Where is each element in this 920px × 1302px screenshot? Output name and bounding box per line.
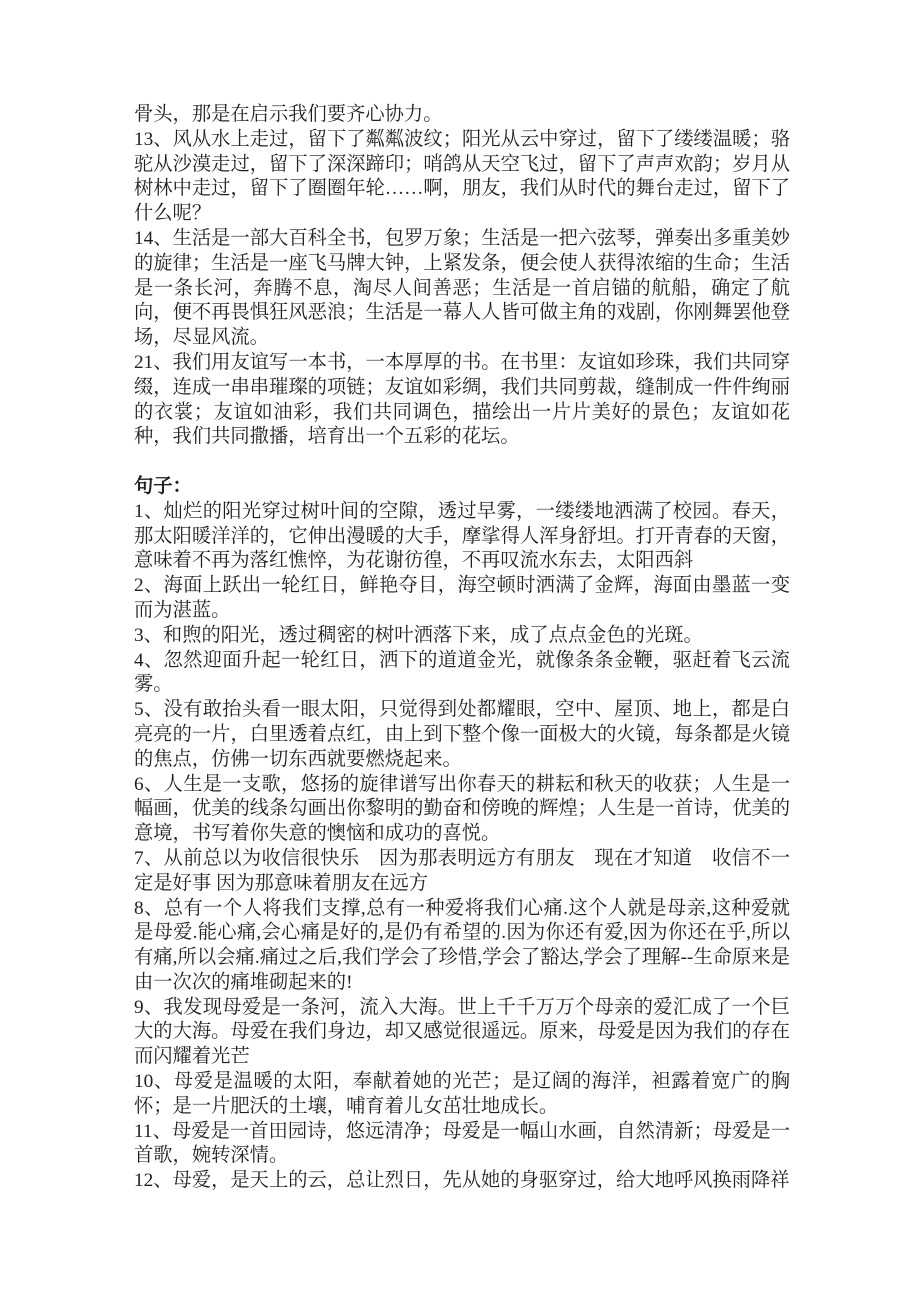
paragraph-1: 1、灿烂的阳光穿过树叶间的空隙，透过早雾，一缕缕地洒满了校园。春天，那太阳暖洋洋的，它伸出漫暖的大手，摩挲得人浑身舒坦。打开青春的天窗，意味着不再为落红憔悴，为花谢彷徨，不再叹流水东去，太阳西斜	[134, 500, 790, 572]
paragraph-9: 9、我发现母爱是一条河，流入大海。世上千千万万个母亲的爱汇成了一个巨大的大海。母爱在我们身边，却又感觉很遥远。原来，母爱是因为我们的存在而闪耀着光芒	[134, 996, 790, 1068]
paragraph-5: 5、没有敢抬头看一眼太阳，只觉得到处都耀眼，空中、屋顶、地上，都是白亮亮的一片，白里透着点红，由上到下整个像一面极大的火镜，每条都是火镜的焦点，仿佛一切东西就要燃烧起来。	[134, 699, 790, 770]
paragraph-11: 11、母爱是一首田园诗，悠远清净；母爱是一幅山水画，自然清新；母爱是一首歌，婉转深情。	[134, 1120, 790, 1167]
document-body	[134, 103, 790, 1194]
paragraph-12: 12、母爱，是天上的云，总让烈日，先从她的身驱穿过，给大地呼风换雨降祥	[134, 1170, 790, 1192]
paragraph-3: 3、和煦的阳光，透过稠密的树叶洒落下来，成了点点金色的光斑。	[134, 624, 703, 646]
paragraph-2: 2、海面上跃出一轮红日，鲜艳夺目，海空顿时洒满了金辉，海面由墨蓝一变而为湛蓝。	[134, 575, 790, 621]
paragraph-10: 10、母爱是温暖的太阳，奉献着她的光芒；是辽阔的海洋，袒露着宽广的胸怀；是一片肥沃的土壤，哺育着儿女茁壮地成长。	[134, 1071, 790, 1117]
paragraph-6: 6、人生是一支歌，悠扬的旋律谱写出你春天的耕耘和秋天的收获；人生是一幅画，优美的线条勾画出你黎明的勤奋和傍晚的辉煌；人生是一首诗，优美的意境，书写着你失意的懊恼和成功的喜悦。	[134, 773, 790, 845]
paragraph-continuation: 骨头，那是在启示我们要齐心协力。	[134, 104, 443, 125]
paragraph-8: 8、总有一个人将我们支撑,总有一种爱将我们心痛.这个人就是母亲,这种爱就是母爱.能心痛,会心痛是好的,是仍有希望的.因为你还有爱,因为你还在乎,所以有痛,所以会痛.痛过之后,我们学会了珍惜,学会了豁达,学会了理解--生命原来是由一次次的痛堆砌起来的!	[134, 897, 790, 993]
section-heading-sentences: 句子：	[134, 475, 192, 497]
paragraph-4: 4、忽然迎面升起一轮红日，洒下的道道金光，就像条条金鞭，驱赶着飞云流雾。	[134, 649, 790, 696]
paragraph-7: 7、从前总以为收信很快乐 因为那表明远方有朋友 现在才知道 收信不一定是好事 因为那意味着朋友在远方	[134, 847, 790, 894]
paragraph-13: 13、风从水上走过，留下了粼粼波纹；阳光从云中穿过，留下了缕缕温暖；骆驼从沙漠走过，留下了深深蹄印；哨鸽从天空飞过，留下了声声欢韵；岁月从树林中走过，留下了圈圈年轮……啊，朋友，我们从时代的舞台走过，留下了什么呢？	[134, 128, 790, 225]
paragraph-21: 21、我们用友谊写一本书，一本厚厚的书。在书里：友谊如珍珠，我们共同穿缀，连成一串串璀璨的项链；友谊如彩绸，我们共同剪裁，缝制成一件件绚丽的衣裳；友谊如油彩，我们共同调色，描绘出一片片美好的景色；友谊如花种，我们共同撒播，培育出一个五彩的花坛。	[134, 351, 790, 448]
paragraph-14: 14、生活是一部大百科全书，包罗万象；生活是一把六弦琴，弹奏出多重美妙的旋律；生活是一座飞马牌大钟，上紧发条，便会使人获得浓缩的生命；生活是一条长河，奔腾不息，淘尽人间善恶；生活是一首启锚的航船，确定了航向，便不再畏惧狂风恶浪；生活是一幕人人皆可做主角的戏剧，你刚舞罢他登场，尽显风流。	[134, 227, 790, 349]
